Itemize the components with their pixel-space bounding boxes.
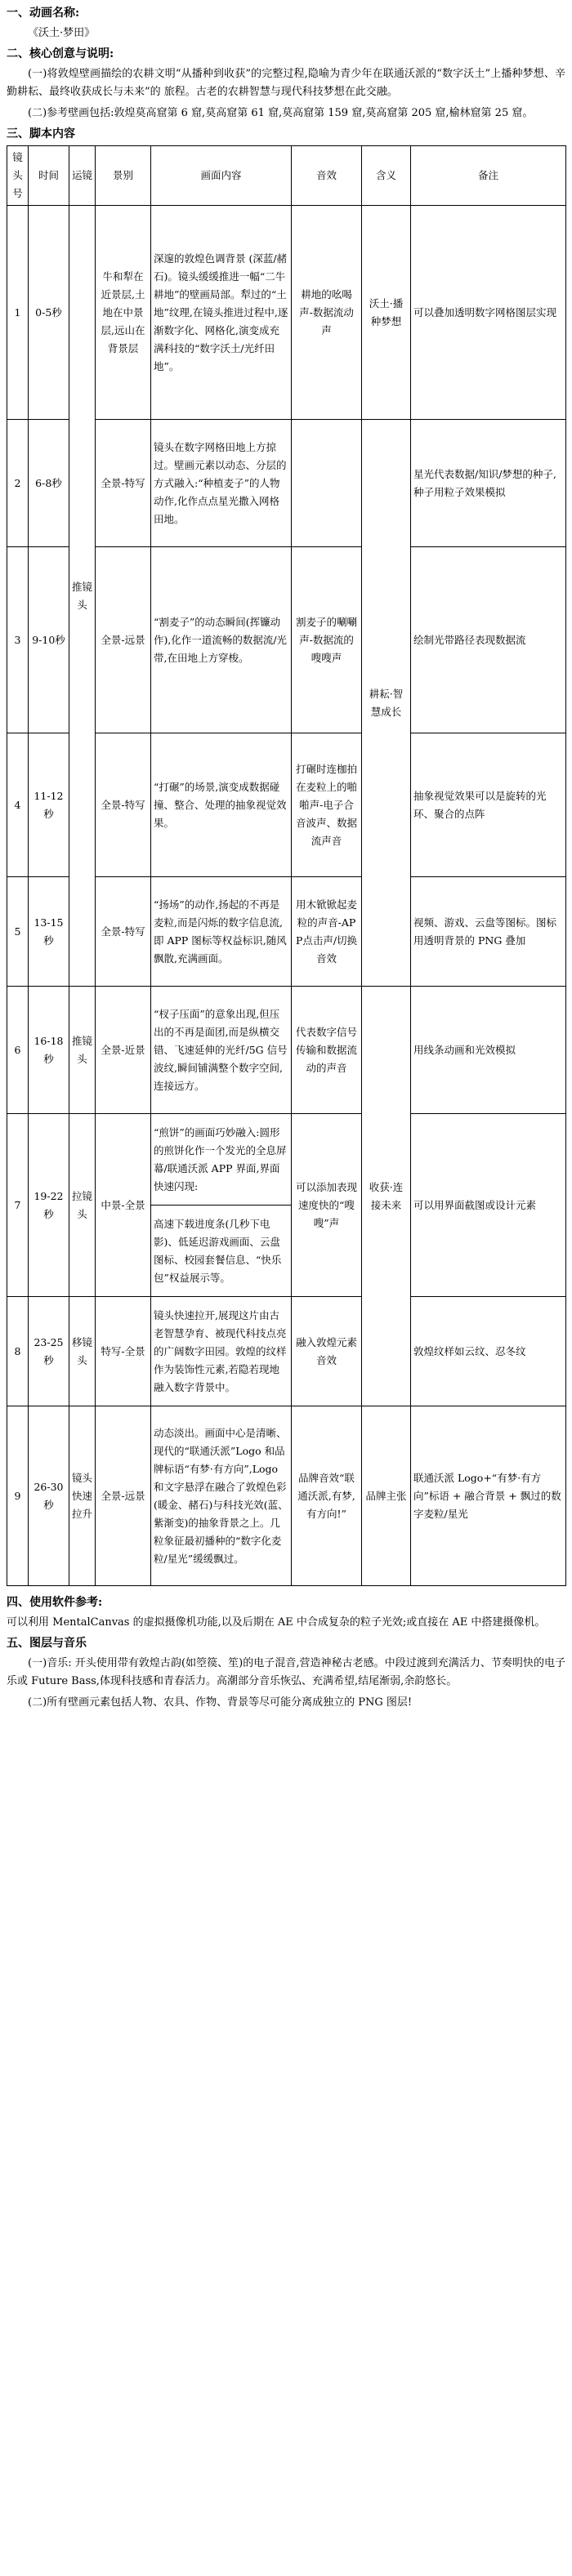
- animation-name: 《沃土·梦田》: [28, 27, 96, 39]
- header-time: 时间: [29, 146, 69, 206]
- header-camera: 运镜: [69, 146, 96, 206]
- cell-sound: 品牌音效“联通沃派,有梦,有方向!”: [292, 1406, 362, 1586]
- cell-content: “杈子压面”的意象出现,但压出的不再是面团,而是纵横交错、飞速延伸的光纤/5G 信号波纹,瞬间铺满整个数字空间,连接远方。: [151, 987, 292, 1114]
- cell-note: 星光代表数据/知识/梦想的种子,种子用粒子效果模拟: [411, 420, 566, 547]
- cell-note: 绘制光带路径表现数据流: [411, 547, 566, 733]
- table-row: [7, 1406, 566, 1586]
- layers-paragraph: (二)所有壁画元素包括人物、农具、作物、背景等尽可能分离成独立的 PNG 图层!: [28, 1696, 413, 1709]
- cell-content: “打碾”的场景,演变成数据碰撞、整合、处理的抽象视觉效果。: [151, 733, 292, 877]
- cell-time: 9-10秒: [29, 547, 69, 733]
- section-2-title: 二、核心创意与说明:: [7, 47, 114, 60]
- cell-meaning: 耕耘·智慧成长: [362, 420, 411, 987]
- cell-content: 镜头快速拉开,展现这片由古老智慧孕育、被现代科技点亮的广阔数字田园。敦煌的纹样作为装饰性元素,若隐若现地融入数字背景中。: [151, 1297, 292, 1406]
- section-4-title: 四、使用软件参考:: [7, 1596, 103, 1609]
- cell-content: 高速下载进度条(几秒下电影)、低延迟游戏画面、云盘图标、校园套餐信息、“快乐包”权益展示等。: [151, 1206, 292, 1297]
- table-row: [7, 1114, 566, 1206]
- cell-content: “扬场”的动作,扬起的不再是麦粒,而是闪烁的数字信息流,即 APP 图标等权益标识,随风飘散,充满画面。: [151, 877, 292, 987]
- cell-time: 0-5秒: [29, 206, 69, 420]
- cell-note: 用线条动画和光效模拟: [411, 987, 566, 1114]
- cell-time: 16-18秒: [29, 987, 69, 1114]
- cell-time: 19-22秒: [29, 1114, 69, 1297]
- cell-no: 2: [7, 420, 29, 547]
- cell-content: 动态淡出。画面中心是清晰、现代的“联通沃派”Logo 和品牌标语“有梦·有方向”,Logo 和文字悬浮在融合了敦煌色彩(暖金、赭石)与科技光效(蓝、紫渐变)的抽象背景之上。几粒象征最初播种的“数字化麦粒/星光”缓缓飘过。: [151, 1406, 292, 1586]
- cell-no: 3: [7, 547, 29, 733]
- section-3-title: 三、脚本内容: [7, 127, 75, 140]
- cell-camera: 拉镜头: [69, 1114, 96, 1297]
- header-sound: 音效: [292, 146, 362, 206]
- cell-sound: 代表数字信号传输和数据流动的声音: [292, 987, 362, 1114]
- cell-sound: 融入敦煌元素音效: [292, 1297, 362, 1406]
- cell-note: 可以叠加透明数字网格图层实现: [411, 206, 566, 420]
- cell-no: 9: [7, 1406, 29, 1586]
- cell-no: 5: [7, 877, 29, 987]
- cell-meaning: 品牌主张: [362, 1406, 411, 1586]
- cell-time: 26-30秒: [29, 1406, 69, 1586]
- header-shot-no: 镜头号: [7, 146, 29, 206]
- cell-sound: 耕地的吆喝声-数据流动声: [292, 206, 362, 420]
- cell-time: 6-8秒: [29, 420, 69, 547]
- cell-camera: 镜头快速拉升: [69, 1406, 96, 1586]
- cell-meaning: 收获·连接未来: [362, 987, 411, 1406]
- table-header-row: [7, 146, 566, 206]
- cell-sound: [292, 420, 362, 547]
- cell-shot: 全景-特写: [96, 733, 151, 877]
- music-paragraph: (一)音乐: 开头使用带有敦煌古韵(如箜篌、笙)的电子混音,营造神秘古老感。中段过渡到充满活力、节奏明快的电子乐或 Future Bass,体现科技感和青春活力。高潮部分音乐恢弘、充满希望,结尾渐弱,余韵悠长。: [7, 1657, 565, 1687]
- cell-shot: 全景-远景: [96, 547, 151, 733]
- table-row: [7, 987, 566, 1114]
- cell-note: 可以用界面截图或设计元素: [411, 1114, 566, 1297]
- cell-time: 11-12秒: [29, 733, 69, 877]
- cell-time: 23-25秒: [29, 1297, 69, 1406]
- cell-shot: 中景-全景: [96, 1114, 151, 1297]
- section-5-title: 五、图层与音乐: [7, 1637, 87, 1650]
- section-1-title: 一、动画名称:: [7, 7, 80, 20]
- cell-content: 镜头在数字网格田地上方掠过。壁画元素以动态、分层的方式融入:“种植麦子”的人物动作,化作点点星光撒入网格田地。: [151, 420, 292, 547]
- cell-camera: 推镜头: [69, 987, 96, 1114]
- cell-no: 4: [7, 733, 29, 877]
- cell-note: 联通沃派 Logo+“有梦·有方向”标语 + 融合背景 + 飘过的数字麦粒/星光: [411, 1406, 566, 1586]
- cell-meaning: 沃土·播种梦想: [362, 206, 411, 420]
- header-note: 备注: [411, 146, 566, 206]
- cell-content: “煎饼”的画面巧妙融入:圆形的煎饼化作一个发光的全息屏幕/联通沃派 APP 界面,界面快速闪现:: [151, 1114, 292, 1206]
- script-table: [7, 145, 566, 1586]
- cell-note: 敦煌纹样如云纹、忍冬纹: [411, 1297, 566, 1406]
- table-row: [7, 1297, 566, 1406]
- cell-sound: 割麦子的唰唰声-数据流的嗖嗖声: [292, 547, 362, 733]
- creative-paragraph-1: (一)将敦煌壁画描绘的农耕文明“从播种到收获”的完整过程,隐喻为青少年在联通沃派的“数字沃土”上播种梦想、辛勤耕耘、最终收获成长与未来”的 旅程。古老的农耕智慧与现代科技梦想在此交融。: [7, 68, 565, 98]
- cell-camera: 推镜头: [69, 206, 96, 987]
- cell-shot: 全景-特写: [96, 420, 151, 547]
- cell-note: 视频、游戏、云盘等图标。图标用透明背景的 PNG 叠加: [411, 877, 566, 987]
- cell-no: 1: [7, 206, 29, 420]
- cell-camera: 移镜头: [69, 1297, 96, 1406]
- cell-no: 8: [7, 1297, 29, 1406]
- software-paragraph: 可以利用 MentalCanvas 的虚拟摄像机功能,以及后期在 AE 中合成复杂的粒子光效;或直接在 AE 中搭建摄像机。: [7, 1616, 546, 1629]
- header-content: 画面内容: [151, 146, 292, 206]
- table-row: [7, 206, 566, 420]
- header-meaning: 含义: [362, 146, 411, 206]
- cell-content: 深邃的敦煌色调背景 (深蓝/赭石)。镜头缓缓推进一幅“二牛耕地”的壁画局部。犁过的“土地”纹理,在镜头推进过程中,逐渐数字化、网格化,演变成充满科技的“数字沃土/光纤田地”。: [151, 206, 292, 420]
- cell-note: 抽象视觉效果可以是旋转的光环、聚合的点阵: [411, 733, 566, 877]
- cell-shot: 特写-全景: [96, 1297, 151, 1406]
- cell-shot: 牛和犁在近景层,土地在中景层,远山在背景层: [96, 206, 151, 420]
- header-shot-size: 景别: [96, 146, 151, 206]
- cell-shot: 全景-远景: [96, 1406, 151, 1586]
- cell-content: “割麦子”的动态瞬间(挥镰动作),化作一道流畅的数据流/光带,在田地上方穿梭。: [151, 547, 292, 733]
- cell-shot: 全景-特写: [96, 877, 151, 987]
- cell-shot: 全景-近景: [96, 987, 151, 1114]
- cell-no: 6: [7, 987, 29, 1114]
- cell-sound: 可以添加表现速度快的“嗖嗖”声: [292, 1114, 362, 1297]
- cell-sound: 用木锨锨起麦粒的声音-APP点击声/切换音效: [292, 877, 362, 987]
- cell-no: 7: [7, 1114, 29, 1297]
- cell-time: 13-15秒: [29, 877, 69, 987]
- creative-paragraph-2: (二)参考壁画包括:敦煌莫高窟第 6 窟,莫高窟第 61 窟,莫高窟第 159 窟,莫高窟第 205 窟,榆林窟第 25 窟。: [28, 107, 534, 119]
- cell-sound: 打碾时连枷拍在麦粒上的啪啪声-电子合音波声、数据流声音: [292, 733, 362, 877]
